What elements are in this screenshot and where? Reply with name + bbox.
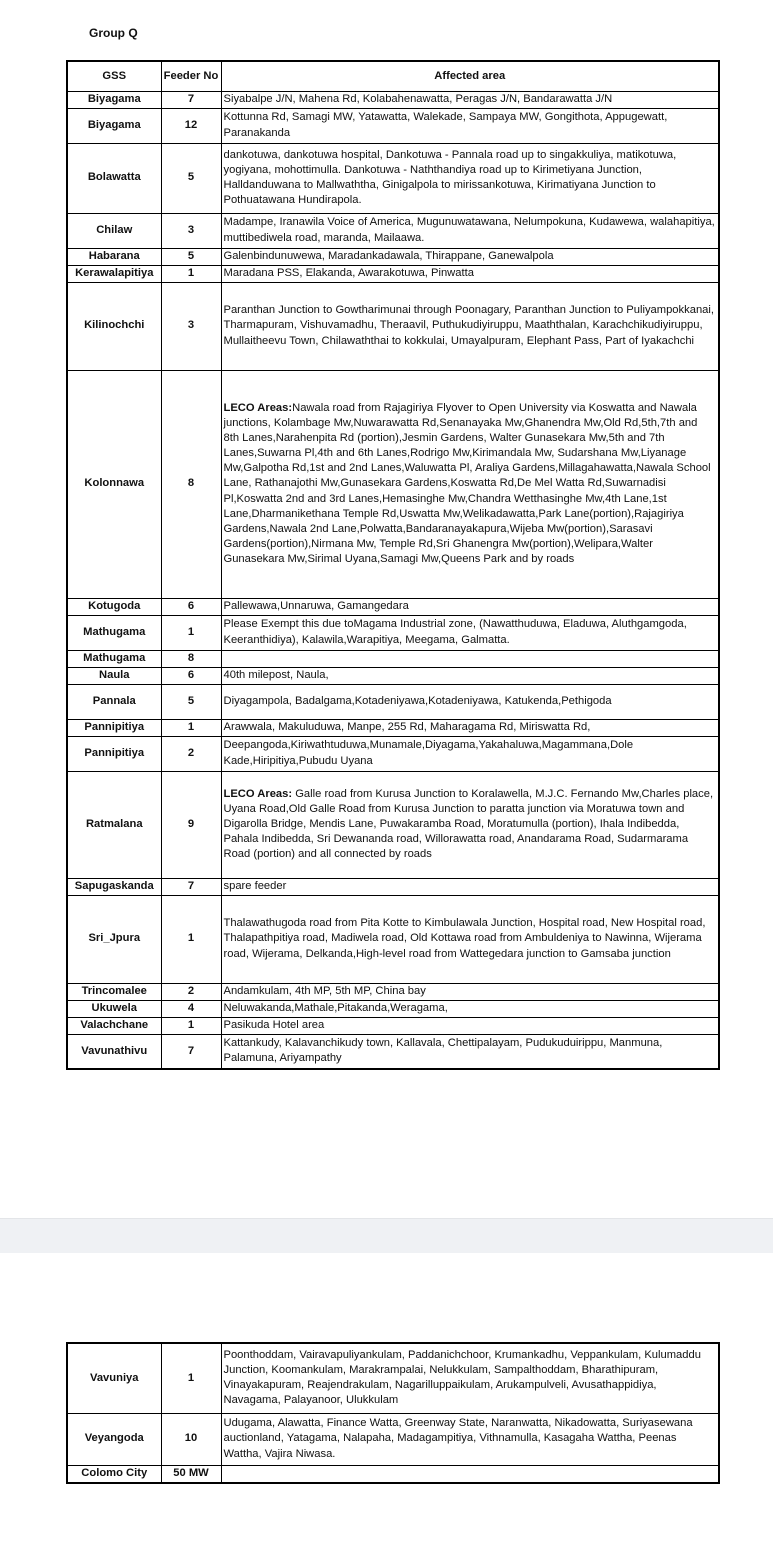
affected-area-cell: Poonthoddam, Vairavapuliyankulam, Paddanichchoor, Krumankadhu, Veppankulam, Kulumaddu Junction, Koomankulam, Marakrampalai, Nelukkulam, Sampalthoddam, Bharathipuram, Vinayakapuram, Reajendrakulam, Nagarilluppaikulam, Arukampulveli, Avusathappidiya, Navagama, Palayanoor, Ulukkulam bbox=[221, 1343, 719, 1413]
feeder-cell: 1 bbox=[161, 1017, 221, 1034]
table-row bbox=[67, 1017, 719, 1034]
feeder-cell: 1 bbox=[161, 615, 221, 650]
table-row bbox=[67, 736, 719, 771]
feeder-cell: 5 bbox=[161, 684, 221, 719]
gss-cell: Colomo City bbox=[67, 1465, 161, 1483]
gss-cell: Kilinochchi bbox=[67, 282, 161, 370]
gss-cell: Biyagama bbox=[67, 91, 161, 108]
affected-area-cell bbox=[221, 771, 719, 878]
feeder-cell: 7 bbox=[161, 1034, 221, 1069]
feeder-cell: 1 bbox=[161, 265, 221, 282]
affected-area-cell: Udugama, Alawatta, Finance Watta, Greenway State, Naranwatta, Nikadowatta, Suriyasewana auctionland, Yatagama, Nalapaha, Madagampitiya, Vithnamulla, Kasagaha Wattha, Peenas Wattha, Vajira Niwasa. bbox=[221, 1413, 719, 1465]
table-body bbox=[67, 91, 719, 1069]
affected-area-cell bbox=[221, 1465, 719, 1483]
gss-cell: Chilaw bbox=[67, 213, 161, 248]
table-row bbox=[67, 878, 719, 895]
table-row bbox=[67, 1343, 719, 1413]
affected-area-cell: Maradana PSS, Elakanda, Awarakotuwa, Pinwatta bbox=[221, 265, 719, 282]
feeder-cell: 4 bbox=[161, 1000, 221, 1017]
affected-area-cell: Galenbindunuwewa, Maradankadawala, Thirappane, Ganewalpola bbox=[221, 248, 719, 265]
affected-area-cell: Neluwakanda,Mathale,Pitakanda,Weragama, bbox=[221, 1000, 719, 1017]
table-row bbox=[67, 895, 719, 983]
header-gss: GSS bbox=[67, 61, 161, 91]
feeder-cell: 6 bbox=[161, 598, 221, 615]
affected-area-cell: Kottunna Rd, Samagi MW, Yatawatta, Walekade, Sampaya MW, Gongithota, Appugewatt, Paranakanda bbox=[221, 108, 719, 143]
feeder-cell: 3 bbox=[161, 282, 221, 370]
page-separator bbox=[0, 1218, 773, 1254]
document-page-2 bbox=[0, 1253, 773, 1548]
table-row bbox=[67, 248, 719, 265]
feeder-cell: 2 bbox=[161, 983, 221, 1000]
gss-cell: Habarana bbox=[67, 248, 161, 265]
table-body bbox=[67, 1343, 719, 1483]
table-row bbox=[67, 1000, 719, 1017]
feeder-cell: 2 bbox=[161, 736, 221, 771]
table-row bbox=[67, 108, 719, 143]
affected-area-cell: 40th milepost, Naula, bbox=[221, 667, 719, 684]
gss-cell: Kerawalapitiya bbox=[67, 265, 161, 282]
table-row bbox=[67, 684, 719, 719]
feeder-cell: 8 bbox=[161, 370, 221, 598]
gss-cell: Naula bbox=[67, 667, 161, 684]
table-row bbox=[67, 1465, 719, 1483]
feeder-cell: 5 bbox=[161, 248, 221, 265]
table-row bbox=[67, 265, 719, 282]
feeder-cell: 50 MW bbox=[161, 1465, 221, 1483]
affected-area-cell bbox=[221, 650, 719, 667]
affected-area-cell: Madampe, Iranawila Voice of America, Mugunuwatawana, Nelumpokuna, Kudawewa, walahapitiya, muttibediwela road, maranda, Mailaawa. bbox=[221, 213, 719, 248]
gss-cell: Mathugama bbox=[67, 615, 161, 650]
gss-cell: Valachchane bbox=[67, 1017, 161, 1034]
affected-area-cell: Kattankudy, Kalavanchikudy town, Kallavala, Chettipalayam, Pudukuduirippu, Manmuna, Palamuna, Ariyampathy bbox=[221, 1034, 719, 1069]
table-row bbox=[67, 650, 719, 667]
area-prefix: LECO Areas: bbox=[223, 401, 293, 414]
affected-area-cell: Pasikuda Hotel area bbox=[221, 1017, 719, 1034]
gss-cell: Sapugaskanda bbox=[67, 878, 161, 895]
gss-cell: Vavuniya bbox=[67, 1343, 161, 1413]
table-row bbox=[67, 598, 719, 615]
area-text: Galle road from Kurusa Junction to Koralawella, M.J.C. Fernando Mw,Charles place, Uyana Road,Old Galle Road from Kurusa Junction to paratta junction via Moratuwa town and Digarolla Bridge, Mendis Lane, Puwakaramba Road, Moratumulla (portion), Ihala Indibedda, Pahala Indibedda, Sri Dewananda road, Willorawatta road, Anandarama Road, Sudarmarama Road (portion) and all connected by roads bbox=[223, 787, 714, 861]
table-row bbox=[67, 983, 719, 1000]
feeder-cell: 1 bbox=[161, 719, 221, 736]
feeder-cell: 1 bbox=[161, 895, 221, 983]
table-row bbox=[67, 143, 719, 213]
affected-area-cell: Arawwala, Makuluduwa, Manpe, 255 Rd, Maharagama Rd, Miriswatta Rd, bbox=[221, 719, 719, 736]
affected-area-cell: Thalawathugoda road from Pita Kotte to Kimbulawala Junction, Hospital road, New Hospital road, Thalapathpitiya road, Madiwela road, Old Kottawa road from Ambuldeniya to Nawinna, Wijerama road, Wijerama, Delkanda,High-level road from Wattegedara junction to Gamsaba junction bbox=[221, 895, 719, 983]
affected-area-cell: Andamkulam, 4th MP, 5th MP, China bay bbox=[221, 983, 719, 1000]
gss-cell: Kotugoda bbox=[67, 598, 161, 615]
feeder-cell: 10 bbox=[161, 1413, 221, 1465]
feeder-cell: 8 bbox=[161, 650, 221, 667]
affected-area-cell: Please Exempt this due toMagama Industrial zone, (Nawatthuduwa, Eladuwa, Aluthgamgoda, Keeranthidiya), Kalawila,Warapitiya, Meegama, Galmatta. bbox=[221, 615, 719, 650]
gss-cell: Biyagama bbox=[67, 108, 161, 143]
gss-cell: Bolawatta bbox=[67, 143, 161, 213]
area-prefix: LECO Areas: bbox=[223, 787, 293, 800]
table-row bbox=[67, 771, 719, 878]
outage-table bbox=[66, 60, 720, 1070]
affected-area-cell: spare feeder bbox=[221, 878, 719, 895]
gss-cell: Kolonnawa bbox=[67, 370, 161, 598]
gss-cell: Mathugama bbox=[67, 650, 161, 667]
affected-area-cell: Diyagampola, Badalgama,Kotadeniyawa,Kotadeniyawa, Katukenda,Pethigoda bbox=[221, 684, 719, 719]
header-affected-area: Affected area bbox=[221, 61, 719, 91]
table-row bbox=[67, 719, 719, 736]
gss-cell: Trincomalee bbox=[67, 983, 161, 1000]
table-row bbox=[67, 370, 719, 598]
feeder-cell: 6 bbox=[161, 667, 221, 684]
table-row bbox=[67, 91, 719, 108]
affected-area-cell: dankotuwa, dankotuwa hospital, Dankotuwa - Pannala road up to singakkuliya, matikotuwa, yogiyana, mohottimulla. Dankotuwa - Naththandiya road up to Kirimetiyana Junction, Halldanduwana to Mallwaththa, Ginigalpola to mirissankotuwa, Kirimatiyana Junction to Pothuatawana Hundirapola. bbox=[221, 143, 719, 213]
feeder-cell: 3 bbox=[161, 213, 221, 248]
gss-cell: Pannipitiya bbox=[67, 719, 161, 736]
gss-cell: Pannipitiya bbox=[67, 736, 161, 771]
gss-cell: Pannala bbox=[67, 684, 161, 719]
affected-area-cell: Paranthan Junction to Gowtharimunai through Poonagary, Paranthan Junction to Puliyampokkanai, Tharmapuram, Vishuvamadhu, Theraavil, Puthukudiyiruppu, Maaththalan, Karachchikudiyiruppu, Mullaitheevu Town, Chilawaththai to kokkulai, Umayalpuram, Elephant Pass, Part of Iyakachchi bbox=[221, 282, 719, 370]
feeder-cell: 7 bbox=[161, 878, 221, 895]
feeder-cell: 9 bbox=[161, 771, 221, 878]
affected-area-cell bbox=[221, 370, 719, 598]
affected-area-cell: Pallewawa,Unnaruwa, Gamangedara bbox=[221, 598, 719, 615]
header-feeder-no: Feeder No bbox=[161, 61, 221, 91]
gss-cell: Ratmalana bbox=[67, 771, 161, 878]
table-row bbox=[67, 1034, 719, 1069]
feeder-cell: 1 bbox=[161, 1343, 221, 1413]
gss-cell: Vavunathivu bbox=[67, 1034, 161, 1069]
table-row bbox=[67, 1413, 719, 1465]
gss-cell: Veyangoda bbox=[67, 1413, 161, 1465]
table-row bbox=[67, 667, 719, 684]
group-title: Group Q bbox=[89, 26, 138, 40]
gss-cell: Ukuwela bbox=[67, 1000, 161, 1017]
feeder-cell: 12 bbox=[161, 108, 221, 143]
area-text: Nawala road from Rajagiriya Flyover to Open University via Koswatta and Nawala junctions, Kolambage Mw,Nuwarawatta Rd,Senanayaka Mw,Ghanendra Mw,Old Rd,5th,7th and 8th Lanes,Narahenpita Rd (portion),Jesmin Gardens, Walter Gunasekara Mw,5th and 7th Lanes,Suwarna Pl,4th and 6th Lanes,Rodrigo Mw,Kirimandala Mw, Sudarshana Mw,Liyanage Mw,Galpotha Rd,1st and 2nd Lanes,Waluwatta Pl, Araliya Gardens,Millagahawatta,Nawala School Lane, Rathanajothi Mw,Gunasekara Gardens,Koswatta Rd,De Mel Watta Rd,Suwarnadisi Pl,Koswatta 2nd and 3rd Lanes,Hemasinghe Mw,Chandra Wetthasinghe Mw,4th Lane,1st Lane,Dharmanikethana Temple Rd,Uswatta Mw,Welikadawatta,Park Lane(portion),Rajagiriya Gardens,Nawala 2nd Lane,Polwatta,Bandaranayakapura,Wijeba Mw(portion),Sarasavi Gardens(portion),Nirmana Mw, Temple Rd,Sri Ghanengra Mw(portion),Welipara,Walter Gunasekara Mw,Sirimal Uyana,Samagi Mw,Queens Park and by roads bbox=[223, 401, 711, 565]
table-row bbox=[67, 615, 719, 650]
table-row bbox=[67, 282, 719, 370]
table-header-row bbox=[67, 61, 719, 91]
affected-area-cell: Deepangoda,Kiriwathtuduwa,Munamale,Diyagama,Yakahaluwa,Magammana,Dole Kade,Hiripitiya,Pubudu Uyana bbox=[221, 736, 719, 771]
gss-cell: Sri_Jpura bbox=[67, 895, 161, 983]
feeder-cell: 5 bbox=[161, 143, 221, 213]
outage-table-continued bbox=[66, 1342, 720, 1484]
affected-area-cell: Siyabalpe J/N, Mahena Rd, Kolabahenawatta, Peragas J/N, Bandarawatta J/N bbox=[221, 91, 719, 108]
table-row bbox=[67, 213, 719, 248]
feeder-cell: 7 bbox=[161, 91, 221, 108]
